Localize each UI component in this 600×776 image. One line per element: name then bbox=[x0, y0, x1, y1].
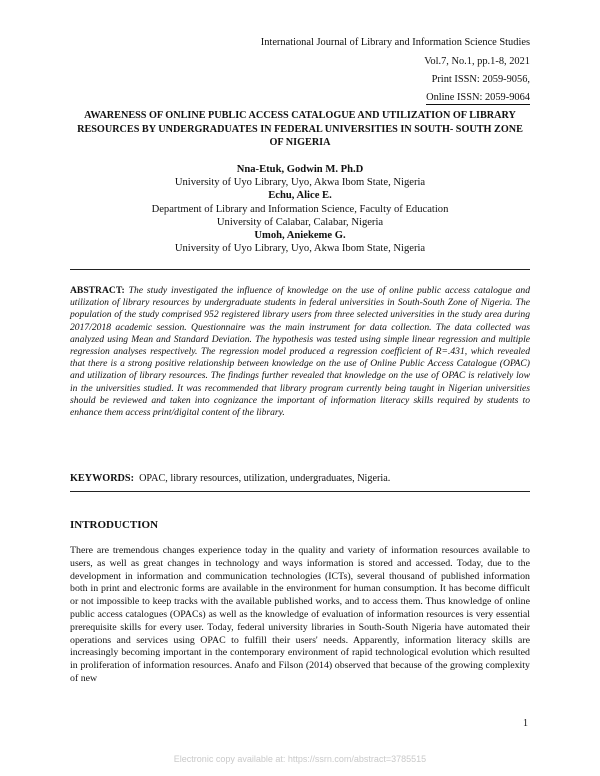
online-issn: Online ISSN: 2059-9064 bbox=[426, 92, 530, 103]
print-issn: Print ISSN: 2059-9056, bbox=[431, 74, 530, 85]
abstract-label: ABSTRACT: bbox=[70, 285, 125, 296]
page-number: 1 bbox=[523, 718, 528, 729]
author-affiliation: University of Uyo Library, Uyo, Akwa Ibom State, Nigeria bbox=[174, 243, 426, 255]
introduction-heading: INTRODUCTION bbox=[70, 519, 159, 531]
author-name: Echu, Alice E. bbox=[268, 190, 332, 202]
keywords bbox=[70, 472, 530, 485]
paper-title: AWARENESS OF ONLINE PUBLIC ACCESS CATALOGUE AND UTILIZATION OF LIBRARY RESOURCES BY UNDERGRADUATES IN FEDERAL UNIVERSITIES IN SOUTH- SOUTH ZONE OF NIGERIA bbox=[77, 110, 523, 148]
section-divider bbox=[70, 269, 530, 270]
author-affiliation: University of Uyo Library, Uyo, Akwa Ibom State, Nigeria bbox=[174, 177, 426, 189]
author-name: Nna-Etuk, Godwin M. Ph.D bbox=[236, 164, 364, 175]
ssrn-footer: Electronic copy available at: https://ssrn.com/abstract=3785515 bbox=[173, 754, 427, 764]
journal-name: International Journal of Library and Information Science Studies bbox=[260, 37, 530, 48]
author-block bbox=[70, 163, 530, 255]
keywords-text: OPAC, library resources, utilization, undergraduates, Nigeria. bbox=[139, 473, 391, 484]
abstract-text: The study investigated the influence of knowledge on the use of online public access catalogue and utilization of library resources by undergraduate students in federal universities in South-South Zone of Nigeria. The population of the study comprised 952 registered library users from three selected universities in the study area during 2017/2018 academic session. Questionnaire was the main instrument for data collection. The data collected was analyzed using Mean and Standard Deviation. The hypothesis was tested using simple linear regression and multiple regression analyses respectively. The regression model produced a regression coefficient of R=.431, which revealed that there is a strong positive relationship between knowledge on the use of Online Public Access Catalogue (OPAC) and utilization of library resources. The findings further revealed that knowledge on the use of OPAC is relatively low in the universities studied. It was recommended that library program currently being taught in Nigerian universities should be reviewed and taken into cognizance the important of information literacy skills required by students to enhance them access print/digital content of the library. bbox=[70, 285, 530, 419]
journal-volume: Vol.7, No.1, pp.1-8, 2021 bbox=[424, 56, 530, 67]
author-affiliation: University of Calabar, Calabar, Nigeria bbox=[216, 216, 384, 228]
section-divider bbox=[70, 491, 530, 492]
author-affiliation: Department of Library and Information Science, Faculty of Education bbox=[151, 203, 449, 215]
introduction-text: There are tremendous changes experience today in the quality and variety of information resources available to users, as well as great changes in technology and ways information is stored and accessed. Today, due to the development in information and communication technologies (ICTs), several thousand of published information both in print and electronic forms are available in the environment for human consumption. It has become difficult or not impossible to keep tracks with the available published works, and to access them. Thus knowledge of online public access catalogues (OPACs) as well as the knowledge of evaluation of information resources is very essential prerequisite skills for every user. Today, federal university libraries in South-South Nigeria have automated their operations and services using OPAC to fulfill their users' needs. Apparently, information literacy skills are increasingly becoming important in the contemporary environment of rapid technological evolution which resulted in proliferation of information resources. Anafo and Filson (2014) observed that because of the growing complexity of new bbox=[70, 545, 530, 684]
author-name: Umoh, Aniekeme G. bbox=[254, 230, 346, 242]
abstract bbox=[70, 285, 530, 419]
keywords-label: KEYWORDS: bbox=[70, 473, 134, 484]
online-issn-wrapper bbox=[426, 91, 530, 104]
